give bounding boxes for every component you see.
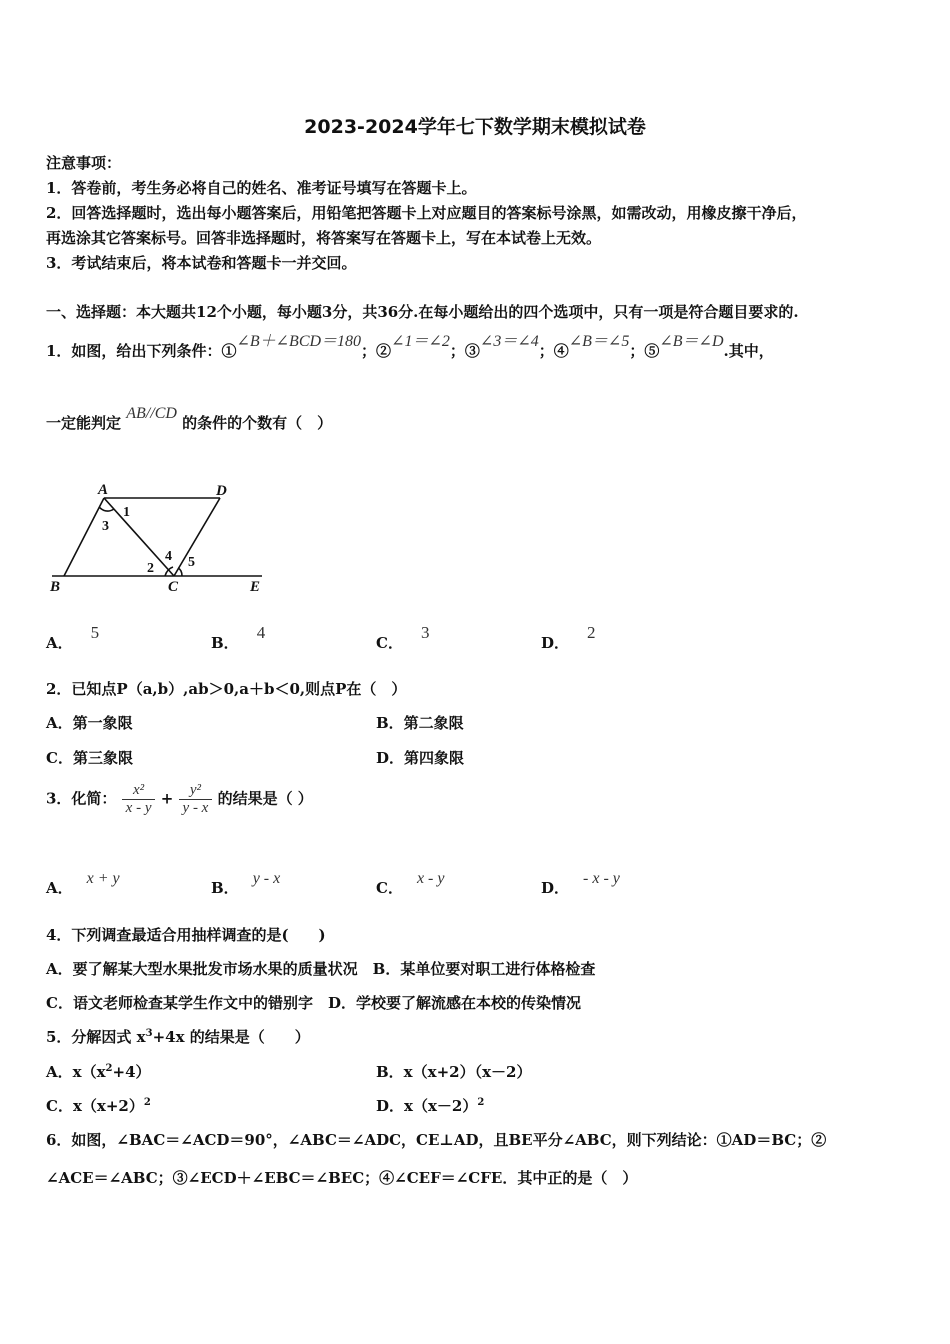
option-exponent: 2 [105,1063,113,1074]
q1-parallel: AB//CD [126,405,177,422]
option-letter: A． [46,634,73,652]
option-value: - x - y [583,870,620,887]
option-value: 3 [420,623,430,642]
q1-cond-3: ∠3＝∠4 [479,333,539,350]
q3-fraction-1 [122,782,156,817]
q1-sep-3: ；③ [449,342,480,360]
label-angle-5: 5 [188,555,195,570]
label-e: E [250,579,261,595]
segment-ab [64,498,104,576]
option-value: 2 [587,623,596,642]
q3-plus: + [160,789,174,808]
q5-stem-exponent: 3 [145,1028,153,1039]
segment-dc [174,498,220,576]
option-value: x - y [416,870,445,887]
fraction-numerator: x² [122,782,156,800]
q5-stem-a: 5．分解因式 x [46,1028,146,1046]
option-value: y - x [252,870,281,887]
label-angle-4: 4 [165,549,172,564]
option-text: A．x（x [46,1063,106,1081]
q1-line2a: 一定能判定 [46,414,122,432]
q6-stem-line2: ∠ACE＝∠ABC；③∠ECD＋∠EBC＝∠BEC；④∠CEF＝∠CFE．其中正的是（ ） [46,1169,638,1187]
fraction-numerator: y² [179,782,213,800]
label-a: A [98,482,109,498]
q3-stem [46,782,313,817]
segment-ac [104,498,174,576]
q1-option-a[interactable] [46,623,100,653]
q1-cond-5: ∠B＝∠D [659,333,724,350]
q5-stem-b: +4x 的结果是（ ） [152,1028,310,1046]
q5-stem [46,1026,310,1047]
q1-sep-4: ；④ [538,342,569,360]
q2-stem: 2．已知点P（a,b）,ab＞0,a＋b＜0,则点P在（ ） [46,680,407,698]
q3-option-b[interactable] [211,870,281,898]
notice-item-2: 2．回答选择题时，选出每小题答案后，用铅笔把答题卡上对应题目的答案标号涂黑，如需改动，用橡皮擦干净后， [46,204,807,222]
q4-options-row-1[interactable]: A．要了解某大型水果批发市场水果的质量状况 B．某单位要对职工进行体格检查 [46,960,596,978]
option-value: x + y [86,870,120,887]
option-letter: D． [541,634,570,652]
q2-option-c[interactable]: C．第三象限 [46,749,133,767]
q2-option-d[interactable]: D．第四象限 [376,749,465,767]
q1-stem-line2 [46,405,333,433]
label-angle-3: 3 [102,519,109,534]
q1-line2b: 的条件的个数有（ ） [182,414,333,432]
notice-item-2-cont: 再选涂其它答案标号。回答非选择题时，将答案写在答题卡上，写在本试卷上无效。 [46,229,602,247]
label-c: C [168,579,179,595]
q1-suffix: .其中， [723,342,774,360]
option-exponent: 2 [477,1097,485,1108]
option-letter: A． [46,879,73,897]
q1-option-b[interactable] [211,623,266,653]
option-text: D．x（x－2） [376,1097,478,1115]
option-value: 5 [90,623,100,642]
option-letter: C． [376,879,403,897]
q3-option-c[interactable] [376,870,445,898]
label-angle-1: 1 [123,505,130,520]
q5-option-d[interactable] [376,1095,484,1116]
q1-cond-2: ∠1＝∠2 [391,333,450,350]
q1-stem [46,333,774,361]
angle-arc-c2 [178,568,182,576]
option-letter: B． [211,634,239,652]
option-letter: B． [211,879,239,897]
q1-sep-5: ；⑤ [629,342,660,360]
option-text: C．x（x+2） [46,1097,144,1115]
q1-cond-4: ∠B＝∠5 [568,333,630,350]
q5-option-a[interactable] [46,1061,151,1082]
page-title: 2023-2024学年七下数学期末模拟试卷 [304,116,646,138]
q1-prefix: 1．如图，给出下列条件：① [46,342,237,360]
fraction-denominator: y - x [182,800,209,816]
section-heading: 一、选择题：本大题共12个小题，每小题3分，共36分.在每小题给出的四个选项中，只有一项是符合题目要求的. [46,303,799,321]
label-b: B [50,579,61,595]
notice-item-3: 3．考试结束后，将本试卷和答题卡一并交回。 [46,254,357,272]
q3-suffix: 的结果是（ ） [217,789,313,808]
q4-stem: 4．下列调查最适合用抽样调查的是( ) [46,926,326,944]
q1-figure [44,478,274,598]
q6-stem-line1: 6．如图，∠BAC＝∠ACD＝90°，∠ABC＝∠ADC，CE⊥AD，且BE平分∠ABC，则下列结论：①AD＝BC；② [46,1131,827,1149]
q3-prefix: 3．化简： [46,789,117,808]
label-d: D [216,483,227,499]
option-text: +4） [112,1063,151,1081]
fraction-denominator: x - y [125,800,152,816]
q3-option-a[interactable] [46,870,120,898]
label-angle-2: 2 [147,561,154,576]
q2-option-a[interactable]: A．第一象限 [46,714,133,732]
q3-option-d[interactable] [541,870,620,898]
notice-item-1: 1．答卷前，考生务必将自己的姓名、准考证号填写在答题卡上。 [46,179,477,197]
q3-fraction-2 [179,782,213,817]
q2-option-b[interactable]: B．第二象限 [376,714,464,732]
option-exponent: 2 [143,1097,151,1108]
q1-cond-1: ∠B＋∠BCD＝180 [236,333,362,350]
q4-options-row-2[interactable]: C．语文老师检查某学生作文中的错别字 D．学校要了解流感在本校的传染情况 [46,994,581,1012]
q5-option-b[interactable]: B．x（x+2）（x－2） [376,1063,532,1081]
option-letter: D． [541,879,570,897]
q5-option-c[interactable] [46,1095,151,1116]
option-letter: C． [376,634,403,652]
q1-option-c[interactable] [376,623,430,653]
q1-sep-2: ；② [361,342,392,360]
notice-heading: 注意事项： [46,154,122,172]
q1-option-d[interactable] [541,623,596,653]
option-value: 4 [256,623,266,642]
